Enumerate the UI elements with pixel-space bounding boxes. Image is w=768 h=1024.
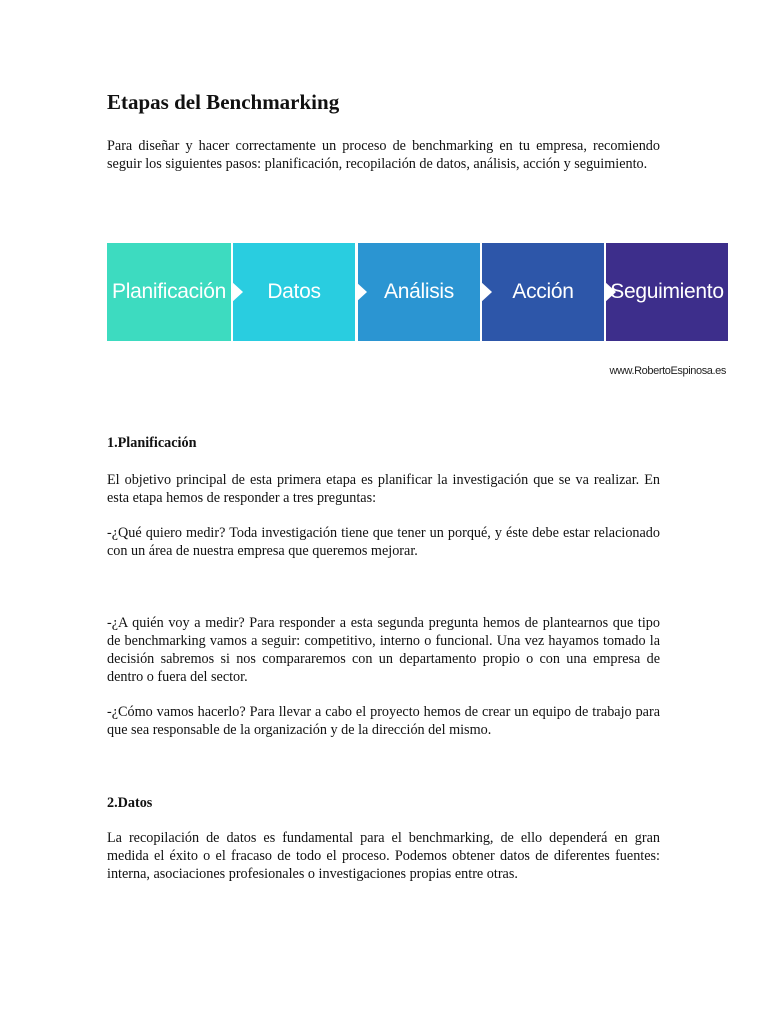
page-title: Etapas del Benchmarking <box>107 90 340 114</box>
intro-paragraph: Para diseñar y hacer correctamente un proceso de benchmarking en tu empresa, recomiendo seguir los siguientes pasos: planificación, recopilación de datos, análisis, acción y seguimiento. <box>107 138 660 172</box>
stage-datos <box>233 243 355 341</box>
arrow-right-icon <box>355 281 367 303</box>
arrow-right-icon <box>480 281 492 303</box>
section-2-paragraph-1: La recopilación de datos es fundamental para el benchmarking, de ello dependerá en gran medida el éxito o el fracaso de todo el proceso. Podemos obtener datos de diferentes fuentes: interna, asociaciones profesionales o investigaciones propias entre otras. <box>107 830 660 882</box>
stage-label: Análisis <box>384 280 454 303</box>
section-1-paragraph-2: -¿Qué quiero medir? Toda investigación tiene que tener un porqué, y éste debe estar relacionado con un área de nuestra empresa que queremos mejorar. <box>107 525 660 559</box>
process-diagram <box>107 243 728 341</box>
arrow-right-icon <box>231 281 243 303</box>
stage-analisis <box>358 243 480 341</box>
source-credit: www.RobertoEspinosa.es <box>609 365 726 377</box>
section-1-paragraph-4: -¿Cómo vamos hacerlo? Para llevar a cabo el proyecto hemos de crear un equipo de trabajo para que sea responsable de la organización y de la dirección del mismo. <box>107 704 660 738</box>
stage-seguimiento <box>606 243 728 341</box>
section-1-paragraph-3: -¿A quién voy a medir? Para responder a esta segunda pregunta hemos de plantearnos que tipo de benchmarking vamos a seguir: competitivo, interno o funcional. Una vez hayamos tomado la decisión sabremos si nos compararemos con un departamento propio o con una empresa de dentro o fuera del sector. <box>107 615 660 685</box>
stage-accion <box>482 243 604 341</box>
stage-label: Acción <box>512 280 574 303</box>
section-1-paragraph-1: El objetivo principal de esta primera etapa es planificar la investigación que se va realizar. En esta etapa hemos de responder a tres preguntas: <box>107 472 660 506</box>
stage-label: Datos <box>267 280 321 303</box>
stage-label: Planificación <box>112 280 226 303</box>
stage-planificacion <box>107 243 231 341</box>
stage-label: Seguimiento <box>610 280 724 303</box>
section-2-heading: 2.Datos <box>107 795 153 811</box>
section-1-heading: 1.Planificación <box>107 435 197 451</box>
arrow-right-icon <box>604 281 616 303</box>
